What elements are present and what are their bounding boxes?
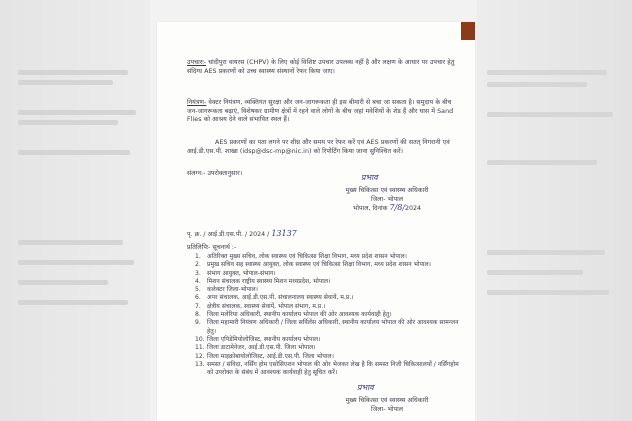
- signature-1-district: जिला- भोपाल: [370, 195, 403, 203]
- signature-2-scrawl: प्रभाव: [357, 383, 374, 392]
- cc-item: 4. मिशन संचालक राष्ट्रीय स्वास्थ्य मिशन मध्यप्रदेश, भोपाल।: [195, 277, 331, 285]
- reference-prefix: पृ. क्र. / आई.डी.एस.पी. / 2024 /: [187, 231, 270, 238]
- document-page: [157, 22, 475, 421]
- blurred-background-left: [0, 0, 150, 421]
- signature-2-title: मुख्य चिकित्सा एवं स्वास्थ्य अधिकारी: [345, 397, 429, 404]
- enclosure-line: [187, 170, 459, 179]
- blurred-background-right: [477, 0, 632, 421]
- signature-2-district: जिला- भोपाल: [370, 405, 403, 413]
- date-handwritten: 7/8/: [389, 203, 406, 213]
- cc-item: 3. संभाग आयुक्त, भोपाल-संभाग।: [195, 269, 276, 277]
- treatment-label: उपचारः-: [187, 59, 207, 66]
- signature-1-date: [307, 204, 467, 214]
- referral-paragraph: [187, 139, 459, 156]
- reference-number: [187, 230, 297, 240]
- cc-item: 2. प्रमुख सचिव सह स्वास्थ्य आयुक्त, लोक स्वास्थ्य एवं चिकित्सा शिक्षा विभाग, मध्य प्रदेश शासन भोपाल।: [195, 261, 431, 269]
- cc-item: 8. जिला मलेरिया अधिकारी, स्थानीय कार्यालय भोपाल की ओर आवश्यक कार्यवाही हेतु।: [195, 311, 392, 319]
- cc-item: 5. कलेक्टर जिला-भोपाल।: [195, 286, 258, 294]
- signature-1-title: मुख्य चिकित्सा एवं स्वास्थ्य अधिकारी: [345, 187, 429, 194]
- cc-item: 7. क्षेत्रीय संचालक, स्वास्थ्य सेवायें, भोपाल संभाग, म.प्र.।: [195, 302, 326, 310]
- signature-1-scrawl: प्रभाव: [361, 173, 378, 182]
- control-paragraph: [187, 99, 459, 125]
- cc-item: 12. जिला माइक्रोबायोलोजिस्ट, आई.डी.एस.पी. जिला भोपाल।: [195, 352, 334, 360]
- cc-item: 1. अतिरिक्त मुख्य सचिव, लोक स्वास्थ्य एवं चिकित्सा शिक्षा विभाग, मध्य प्रदेश शासन भोपाल।: [195, 253, 407, 260]
- treatment-text: चांदीपुरा वायरस (CHPV) के लिए कोई विशिष्ट उपचार उपलब्ध नहीं है और लक्षण के आधार पर उपचार हेतु संदिग्ध AES प्रकरणों को उच्च स्वास्थ्य संस्थानों रेफर किया जाए।: [187, 59, 455, 75]
- cc-item: 13. समस्त / संविदा, नर्सिंग होम एसोसिएशन भोपाल की ओर भेजकर लेख है कि समस्त निजी चिकित्सालयों / नर्सिंगहोम को उपरोक्त के संबंध में आवश्यक कार्यवाही हेतु सूचित करें।: [195, 360, 459, 377]
- cc-item: 6. अपर संचालक, आई.डी.एस.पी. संचालनालय स्वास्थ्य सेवायें, म.प्र.।: [195, 294, 354, 302]
- referral-text: AES प्रकरणों का पता लगने पर शीघ्र और समय पर रेफर करें एवं AES प्रकरणों की सतत् निगरानी एवं आई.डी.एस.पी. शाखा (idsp@dsc-mp@nic.in) को रिपोर्टिंग किया जाना सुनिश्चित करें।: [187, 139, 450, 155]
- date-prefix: भोपाल, दिनांक: [352, 205, 388, 213]
- reference-handwritten-number: 13137: [271, 229, 297, 238]
- cc-list: [195, 253, 459, 377]
- control-text: वेक्टर नियंत्रण, व्यक्तिगत सुरक्षा और जन-जागरूकता ही इस बीमारी से बचा जा सकता है। समुदाय के बीच जन-जागरूकता बढ़ाएं, विशेषकर ग्रामीण क्षेत्रों में रहने वाले लोगों के बीच जहां मवेशियों के शेड हैं और घास में Sand Flies को आश्रय देने वाले संभावित स्थल हैं।: [187, 99, 454, 124]
- date-year: 2024: [405, 205, 422, 213]
- control-label: नियंत्रण-: [187, 99, 207, 106]
- signature-1-block: [307, 187, 467, 214]
- signature-2-block: [307, 397, 467, 414]
- folder-corner-tab: [461, 22, 475, 40]
- cc-item: 11. जिला डाटामेनेजर, आई.डी.एस.पी. जिला भोपाल।: [195, 344, 316, 352]
- treatment-paragraph: [187, 59, 459, 76]
- cc-heading: प्रतिलिपिः- सूचनार्थ :-: [187, 244, 237, 251]
- cc-item: 10. जिला एपिडेमियोलोजिस्ट, स्थानीय कार्यालय भोपाल।: [195, 335, 321, 343]
- cc-item: 9. जिला महामारी नियंत्रण अधिकारी / जिला सर्विलेंस अधिकारी, स्थानीय कार्यालय भोपाल की ओर आवश्यक सामन्जन हेतु।: [195, 319, 459, 335]
- enclosure-text: संलग्न:- उपरोक्तानुसार।: [187, 170, 243, 177]
